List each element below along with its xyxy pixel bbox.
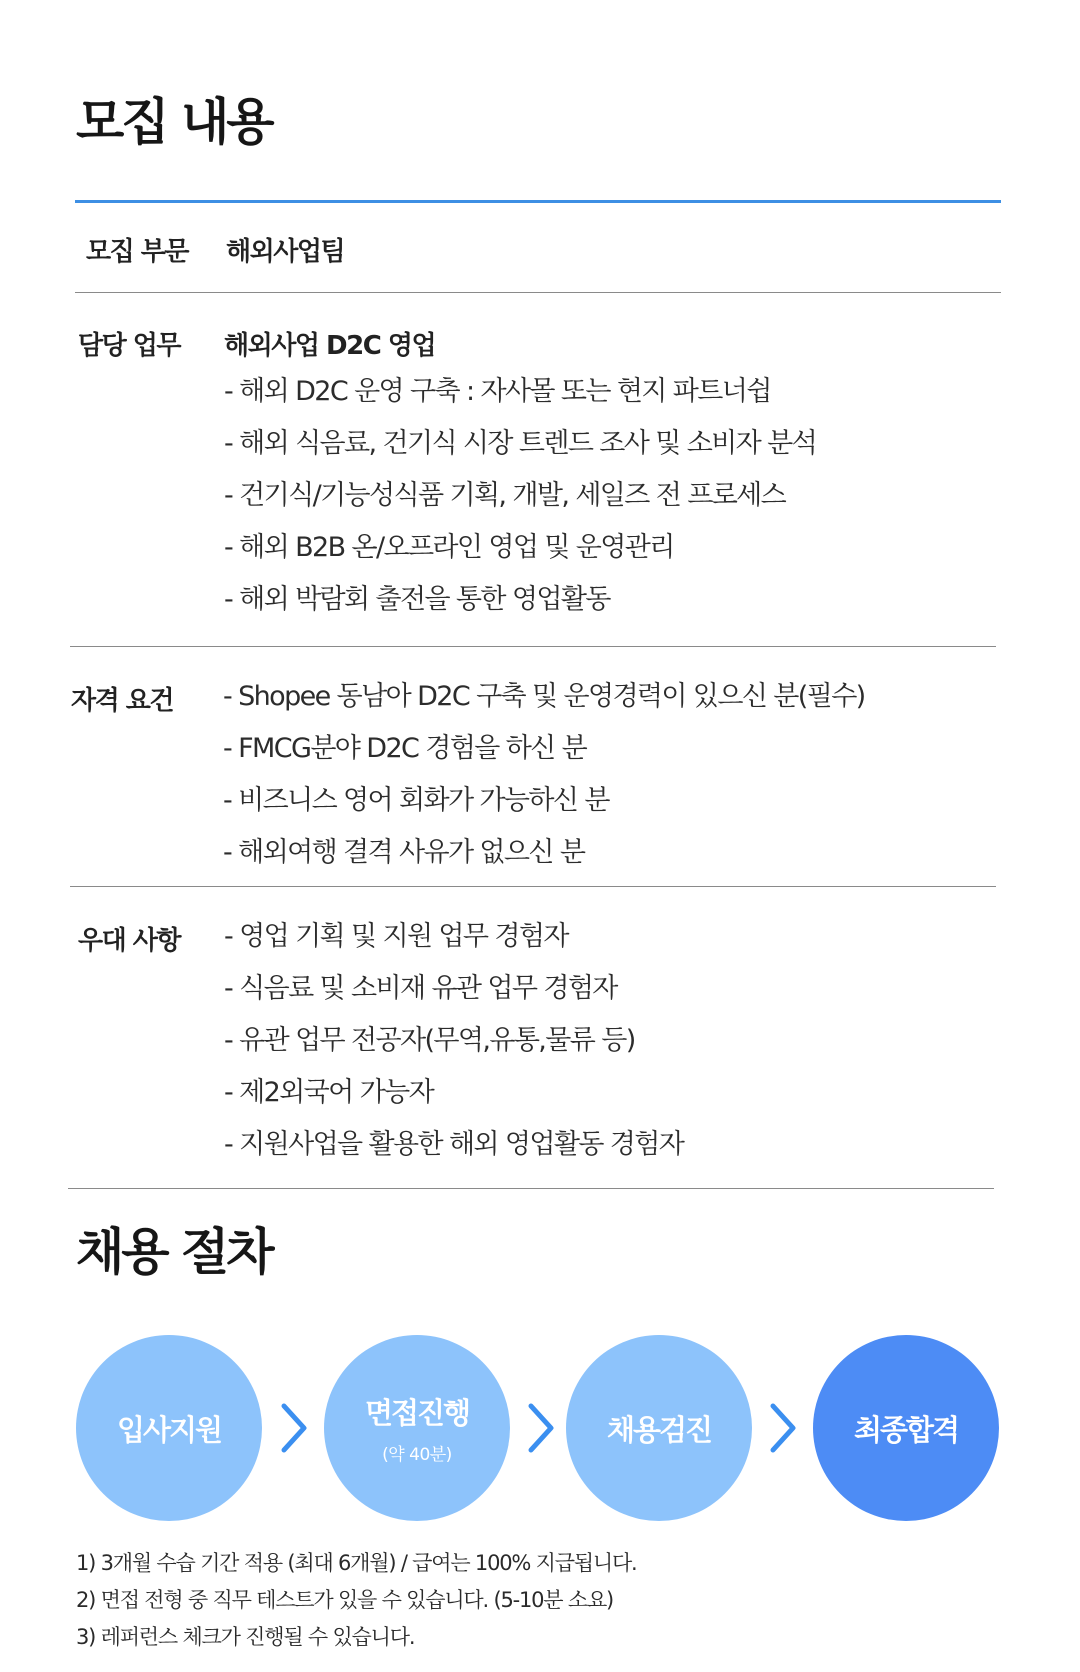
list-item: - 해외 B2B 온/오프라인 영업 및 운영관리 <box>224 532 674 563</box>
division-value: 해외사업팀 <box>226 237 345 267</box>
list-item: - 비즈니스 영어 회화가 가능하신 분 <box>223 785 609 816</box>
note-item: 3) 레퍼런스 체크가 진행될 수 있습니다. <box>76 1625 415 1649</box>
step-interview <box>324 1335 510 1521</box>
preferred-list <box>224 911 683 1171</box>
list-item: - 제2외국어 가능자 <box>224 1077 434 1108</box>
process-section-title: 채용 절차 <box>76 1223 272 1281</box>
list-item: - 영업 기획 및 지원 업무 경험자 <box>224 921 568 952</box>
list-item: - FMCG분야 D2C 경험을 하신 분 <box>223 733 587 764</box>
row-divider <box>68 1188 994 1189</box>
step-label: 입사지원 <box>116 1412 222 1447</box>
list-item: - 해외 D2C 운영 구축 : 자사몰 또는 현지 파트너쉽 <box>224 376 771 407</box>
row-divider <box>75 292 1001 293</box>
duties-heading: 해외사업 D2C 영업 <box>224 331 436 361</box>
requirements-label: 자격 요건 <box>71 686 174 716</box>
step-apply <box>76 1335 262 1521</box>
step-label: 최종합격 <box>853 1412 959 1447</box>
process-notes <box>76 1545 637 1656</box>
list-item: - 해외여행 결격 사유가 없으신 분 <box>223 837 585 868</box>
recruit-section-title: 모집 내용 <box>76 93 272 151</box>
row-divider <box>70 886 996 887</box>
list-item: - 건기식/기능성식품 기획, 개발, 세일즈 전 프로세스 <box>224 480 786 511</box>
division-label: 모집 부문 <box>86 237 189 267</box>
step-duration: (약 40분) <box>382 1445 452 1465</box>
list-item: - Shopee 동남아 D2C 구축 및 운영경력이 있으신 분(필수) <box>223 681 865 712</box>
step-medical-check <box>566 1335 752 1521</box>
row-divider <box>70 646 996 647</box>
chevron-right-icon <box>523 1400 559 1456</box>
list-item: - 지원사업을 활용한 해외 영업활동 경험자 <box>224 1129 684 1160</box>
section-divider <box>75 200 1001 203</box>
duties-label: 담당 업무 <box>78 331 181 361</box>
step-final-pass <box>813 1335 999 1521</box>
duties-list <box>224 366 816 626</box>
step-label: 채용검진 <box>606 1412 712 1447</box>
list-item: - 식음료 및 소비재 유관 업무 경험자 <box>224 973 617 1004</box>
requirements-list <box>223 671 865 879</box>
chevron-right-icon <box>765 1400 801 1456</box>
note-item: 2) 면접 전형 중 직무 테스트가 있을 수 있습니다. (5-10분 소요) <box>76 1588 614 1612</box>
list-item: - 해외 박람회 출전을 통한 영업활동 <box>224 584 610 615</box>
note-item: 1) 3개월 수습 기간 적용 (최대 6개월) / 급여는 100% 지급됩니다. <box>76 1551 637 1575</box>
step-label: 면접진행 <box>364 1396 470 1430</box>
list-item: - 해외 식음료, 건기식 시장 트렌드 조사 및 소비자 분석 <box>224 428 817 459</box>
chevron-right-icon <box>276 1400 312 1456</box>
list-item: - 유관 업무 전공자(무역,유통,물류 등) <box>224 1025 635 1056</box>
preferred-label: 우대 사항 <box>78 926 181 956</box>
